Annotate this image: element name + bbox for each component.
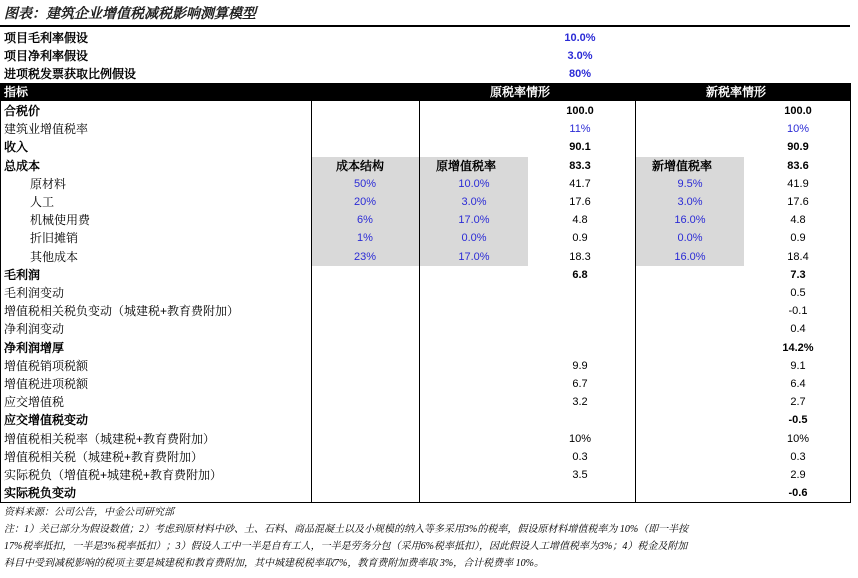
row-label: 毛利润 [4, 267, 41, 282]
row-label: 增值税相关税率（城建税+教育费附加） [4, 431, 216, 446]
new-value: 0.9 [790, 232, 806, 245]
row-label: 净利润增厚 [4, 340, 65, 355]
new-rate: 3.0% [677, 196, 703, 208]
old-value: 18.3 [569, 250, 591, 263]
assumption-value: 3.0% [567, 50, 593, 62]
row-label: 增值税进项税额 [4, 377, 89, 391]
row-label: 实际税负（增值税+城建税+教育费附加） [4, 468, 223, 482]
new-value: 0.4 [790, 323, 806, 336]
column-divider [311, 83, 312, 503]
new-value: -0.5 [788, 414, 808, 427]
row-label: 人工 [30, 195, 55, 209]
old-value: 3.5 [572, 469, 588, 481]
old-value: 0.3 [572, 450, 588, 463]
new-value: 6.4 [790, 378, 806, 390]
new-value: 17.6 [787, 196, 809, 208]
assumption-label: 项目毛利率假设 [4, 31, 89, 45]
column-divider [635, 83, 636, 503]
old-value: 100.0 [566, 105, 594, 117]
assumption-value: 80% [568, 68, 592, 80]
new-value: 83.6 [787, 159, 809, 172]
cost-structure: 23% [353, 250, 377, 263]
new-value: 4.8 [790, 214, 806, 227]
row-label: 原材料 [30, 176, 67, 191]
old-value: 6.7 [572, 378, 588, 390]
column-divider [0, 83, 1, 503]
new-value: 7.3 [790, 268, 806, 281]
old-value: 90.1 [569, 141, 591, 154]
note-line: 科目中受到减税影响的税项主要是城建税和教育费附加，其中城建税税率取7%，教育费附加费率取 3%，合计税费率 10%。 [4, 558, 544, 569]
column-divider [419, 83, 420, 503]
new-value: 10% [786, 123, 810, 136]
row-label: 增值税相关税负变动（城建税+教育费附加） [4, 304, 240, 319]
note-line: 注：1）关已部分为假设数值；2）考虑到原材料中砂、土、石料、商品混凝土以及小规模的纳入等多采用3%的税率，假设原材料增值税率为 10%（即一半按 [4, 524, 689, 535]
new-value: -0.6 [788, 487, 808, 500]
cost-structure: 6% [357, 214, 373, 227]
row-label: 增值税销项税额 [4, 358, 89, 373]
cost-structure: 20% [353, 196, 377, 208]
assumption-label: 进项税发票获取比例假设 [4, 67, 137, 81]
old-rate: 17.0% [458, 250, 490, 263]
old-rate: 17.0% [458, 214, 490, 227]
header-indicator: 指标 [4, 85, 29, 99]
old-value: 0.9 [572, 232, 588, 245]
new-value: 2.9 [790, 469, 806, 481]
row-label: 收入 [4, 140, 29, 155]
cost-structure: 50% [353, 177, 377, 190]
subheader-new-rate: 新增值税率 [652, 158, 713, 173]
old-value: 11% [569, 123, 591, 136]
row-label: 建筑业增值税率 [4, 122, 89, 137]
old-value: 9.9 [572, 359, 588, 372]
new-value: 2.7 [790, 396, 806, 409]
title-rule [0, 25, 850, 27]
old-rate: 10.0% [458, 177, 490, 190]
row-label: 毛利润变动 [4, 286, 65, 300]
new-rate: 16.0% [674, 214, 706, 227]
subheader-old-rate: 原增值税率 [436, 158, 497, 173]
new-value: 14.2% [782, 341, 814, 354]
new-value: 100.0 [784, 105, 812, 117]
new-value: -0.1 [788, 305, 808, 318]
page-title: 图表：建筑企业增值税减税影响测算模型 [4, 7, 256, 22]
old-value: 10% [568, 432, 592, 445]
new-rate: 0.0% [677, 232, 703, 245]
cost-structure: 1% [357, 232, 373, 245]
row-label: 增值税相关税（城建税+教育费附加） [4, 449, 204, 464]
row-label: 应交增值税 [4, 395, 65, 410]
row-label: 实际税负变动 [4, 486, 77, 501]
row-label: 合税价 [4, 104, 41, 118]
old-value: 41.7 [569, 177, 591, 190]
old-rate: 0.0% [461, 232, 487, 245]
column-divider [850, 83, 851, 503]
new-rate: 16.0% [674, 250, 706, 263]
old-value: 83.3 [569, 159, 591, 172]
subheader-structure: 成本结构 [336, 158, 385, 173]
old-value: 6.8 [572, 268, 588, 281]
new-value: 90.9 [787, 141, 809, 154]
header-old: 原税率情形 [490, 85, 551, 99]
new-value: 9.1 [790, 359, 806, 372]
old-rate: 3.0% [461, 196, 487, 208]
source-line: 资料来源：公司公告，中金公司研究部 [4, 507, 174, 518]
old-value: 4.8 [572, 214, 588, 227]
row-label: 应交增值税变动 [4, 413, 89, 428]
assumption-value: 10.0% [564, 32, 596, 44]
new-value: 10% [786, 432, 810, 445]
note-line: 17%税率抵扣，一半是3%税率抵扣）；3）假设人工中一半是自有工人，一半是劳务分包（采用6%税率抵扣），因此假设人工增值税率为3%；4）税金及附加 [4, 541, 688, 552]
table-bottom-rule [0, 502, 850, 503]
assumption-label: 项目净利率假设 [4, 49, 89, 63]
row-label: 机械使用费 [30, 213, 91, 228]
header-new: 新税率情形 [706, 85, 767, 99]
new-rate: 9.5% [677, 177, 703, 190]
old-value: 17.6 [569, 196, 591, 208]
row-label: 总成本 [4, 158, 41, 173]
new-value: 0.3 [790, 450, 806, 463]
row-label: 其他成本 [30, 249, 79, 264]
new-value: 41.9 [787, 177, 809, 190]
row-label: 净利润变动 [4, 322, 65, 337]
old-value: 3.2 [572, 396, 588, 409]
new-value: 0.5 [790, 287, 806, 299]
new-value: 18.4 [787, 250, 809, 263]
row-label: 折旧摊销 [30, 231, 79, 246]
